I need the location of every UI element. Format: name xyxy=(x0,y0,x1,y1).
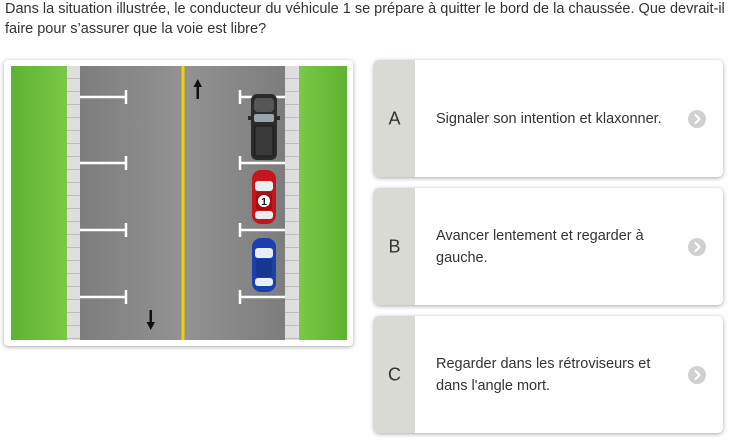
chevron-right-icon[interactable] xyxy=(688,110,706,128)
road-scene xyxy=(11,66,347,340)
chevron-right-icon[interactable] xyxy=(688,366,706,384)
sidewalk-left xyxy=(67,66,80,340)
center-line xyxy=(182,66,185,340)
chevron-right-icon[interactable] xyxy=(688,238,706,256)
grass-left xyxy=(11,66,67,340)
answer-option-c[interactable] xyxy=(374,316,723,433)
question-text: Dans la situation illustrée, le conducteur du véhicule 1 se prépare à quitter le bord de la chaussée. Que devrait-il faire pour s’assurer que la voie est libre? xyxy=(5,1,725,37)
answer-text: Signaler son intention et klaxonner. xyxy=(436,110,662,127)
grass-right xyxy=(299,66,347,340)
scene-illustration xyxy=(4,60,353,346)
vehicle-1-red-car xyxy=(252,170,276,224)
answer-option-a[interactable] xyxy=(374,60,723,177)
sidewalk-right xyxy=(285,66,299,340)
answer-text: Regarder dans les rétroviseurs et dans l'angle mort. xyxy=(436,355,651,394)
answer-letter: A xyxy=(388,108,401,128)
vehicle-1-label: 1 xyxy=(261,197,267,208)
answer-letter: B xyxy=(388,236,401,256)
answer-option-b[interactable] xyxy=(374,188,723,305)
answer-letter: C xyxy=(388,364,401,384)
vehicle-pickup xyxy=(248,94,280,160)
vehicle-blue-car xyxy=(252,238,276,292)
answer-text: Avancer lentement et regarder à gauche. xyxy=(436,227,644,266)
